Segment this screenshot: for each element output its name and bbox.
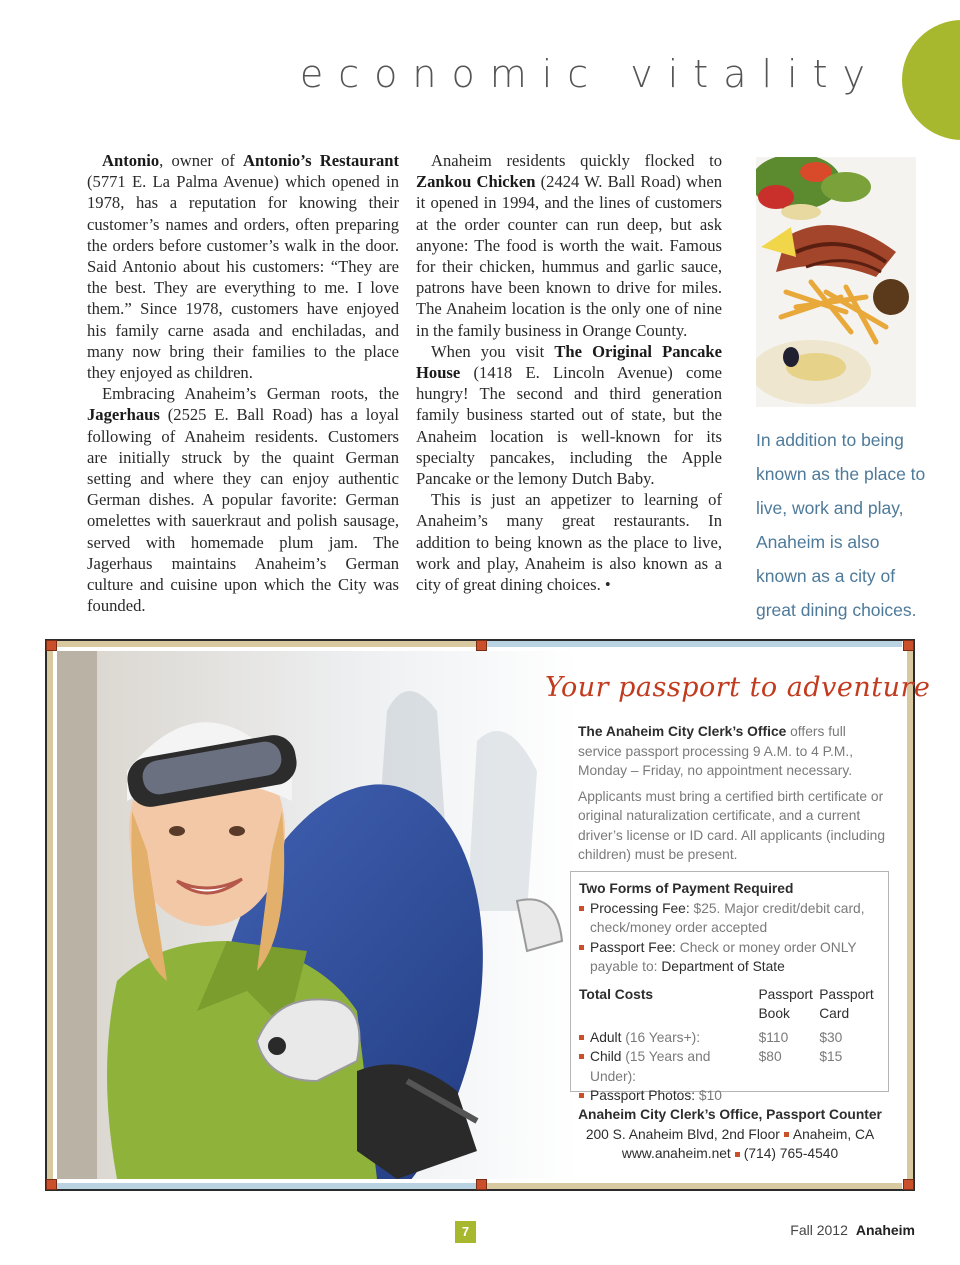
payment-item-text: $25. Major credit/debit card, check/money order accepted [590, 900, 865, 935]
text-run: (5771 E. La Palma Avenue) which opened in 1978, has a reputation for knowing their customer’s names and orders, often preparing the orders before customer’s walk in the door. Said Antonio about his customers: “They are the best. They are everything to me. I love them.” Since 1978, customers have enjoyed his family carne asada and enchiladas, and many now bring their families to the place they enjoyed as children. [87, 172, 399, 383]
section-title: economic vitality [299, 52, 880, 96]
frame-corner [46, 640, 57, 651]
costs-header [579, 985, 880, 1024]
costs-col-book: Passport Book [758, 986, 813, 1021]
frame-corner [476, 1179, 487, 1190]
office-info [560, 1105, 900, 1164]
business-name: Zankou Chicken [416, 172, 536, 192]
cost-row-label [579, 1028, 759, 1048]
cost-label-main: Adult [590, 1029, 622, 1045]
frame-bar [57, 1183, 482, 1189]
payment-list [579, 899, 880, 977]
cost-row [579, 1028, 880, 1048]
page-number: 7 [455, 1221, 476, 1243]
office-street: 200 S. Anaheim Blvd, 2nd Floor [585, 1126, 780, 1142]
business-name: Antonio’s Restaurant [243, 151, 399, 170]
office-phone: (714) 765-4540 [743, 1146, 839, 1161]
pull-quote: In addition to being known as the place to live, work and play, Anaheim is also known as a city of great dining choices. [756, 430, 926, 620]
frame-bar [482, 641, 902, 647]
paragraph-closing [416, 489, 722, 595]
frame-corner [903, 1179, 914, 1190]
payment-item-text: Check or money order ONLY payable to: [590, 939, 857, 974]
business-name: Jagerhaus [87, 405, 160, 425]
ad-applicants-paragraph: Applicants must bring a certified birth certificate or original naturalization certificate, and a current driver’s license or ID card. All applicants (including children) must be present. [578, 788, 885, 862]
frame-bar [907, 651, 913, 1179]
cost-book: $110 [758, 1029, 789, 1045]
paragraph-jagerhaus [87, 383, 399, 616]
cost-row-label [579, 1047, 759, 1086]
cost-card: $15 [819, 1049, 843, 1064]
cost-label-main: Child [590, 1049, 622, 1064]
paragraph-zankou [416, 150, 722, 341]
cost-book: $80 [758, 1049, 782, 1064]
payment-item-label: Processing Fee: [590, 900, 690, 916]
frame-corner [46, 1179, 57, 1190]
article-column-1 [87, 150, 399, 616]
costs-title: Total Costs [579, 986, 654, 1002]
frame-corner [476, 640, 487, 651]
payment-title: Two Forms of Payment Required [579, 881, 794, 896]
frame-corner [903, 640, 914, 651]
cost-label-main: Passport Photos: [590, 1088, 696, 1103]
text-run: When you visit [431, 341, 555, 361]
ad-heading: Your passport to adventure [545, 672, 931, 703]
frame-bar [482, 1183, 902, 1189]
payment-item [579, 938, 880, 977]
office-name: Anaheim City Clerk’s Office, Passport Counter [578, 1107, 882, 1122]
text-run: , owner of [159, 151, 244, 170]
text-run: (2525 E. Ball Road) has a loyal following of Anaheim residents. Customers are initially struck by the quaint German setting and where they can enjoy authentic German dishes. A popular favorite: German omelettes with sauerkraut and polish sausage, served with homemade plum jam. The Jagerhaus maintains Anaheim’s German culture and cuisine upon which the City was founded. [87, 405, 399, 616]
ad-intro [578, 722, 888, 871]
payment-item-payee: Department of State [661, 959, 785, 974]
separator-square [735, 1152, 740, 1157]
text-run: Embracing Anaheim’s German roots, the [102, 384, 399, 404]
cost-row [579, 1086, 880, 1106]
cost-row-label [579, 1086, 880, 1106]
office-contact [560, 1144, 900, 1164]
text-run: (1418 E. Lincoln Avenue) come hungry! The second and third generation family business started out of state, but the Anaheim location is well-known for its specialty pancakes, including the Apple Pancake or the lemony Dutch Baby. [416, 363, 722, 489]
business-name: Antonio [102, 151, 160, 170]
text-run: (2424 W. Ball Road) when it opened in 1994, and the lines of customers at the order counter can run deep, but ask anyone: The food is worth the wait. Famous for their chicken, hummus and garlic sauce, patrons have been known to drive for miles. The Anaheim location is the only one of nine in the family business in Orange County. [416, 172, 722, 340]
decorative-green-circle [902, 20, 960, 140]
payment-item [579, 899, 880, 938]
costs-rows [579, 1028, 880, 1106]
footer [790, 1222, 915, 1238]
cost-label-detail: $10 [695, 1088, 722, 1103]
ad-intro-text: offers full service passport processing 9 A.M. to 4 P.M., Monday – Friday, no appointment necessary. [578, 724, 854, 778]
cost-row [579, 1047, 880, 1086]
text-run: Anaheim residents quickly flocked to [431, 151, 722, 170]
business-name: The Original Pancake House [416, 341, 722, 383]
clerk-office-name: The Anaheim City Clerk’s Office [578, 724, 787, 739]
issue-date: Fall 2012 [790, 1222, 848, 1238]
snowboarder-photo [57, 651, 577, 1179]
frame-bar [47, 651, 53, 1179]
cost-card: $30 [819, 1029, 843, 1045]
payment-box [570, 871, 889, 1103]
costs-col-card: Passport Card [819, 986, 874, 1021]
frame-bar [57, 641, 482, 647]
paragraph-antonios [87, 150, 399, 383]
office-website-link[interactable]: www.anaheim.net [621, 1146, 731, 1161]
cost-label-detail: (15 Years and Under): [590, 1049, 711, 1084]
food-plate-photo [756, 157, 916, 407]
text-run: This is just an appetizer to learning of Anaheim’s many great restaurants. In addition to being known as the place to live, work and play, Anaheim is also known as a city of great dining choices. • [416, 490, 722, 595]
separator-square [784, 1132, 789, 1137]
office-city: Anaheim, CA [792, 1126, 875, 1142]
paragraph-pancake-house [416, 341, 722, 489]
ad-intro-paragraph [578, 722, 888, 781]
cost-label-detail: (16 Years+): [621, 1029, 701, 1045]
article-column-2 [416, 150, 722, 595]
office-address [560, 1125, 900, 1145]
magazine-name: Anaheim [855, 1222, 915, 1238]
payment-item-label: Passport Fee: [590, 939, 676, 955]
